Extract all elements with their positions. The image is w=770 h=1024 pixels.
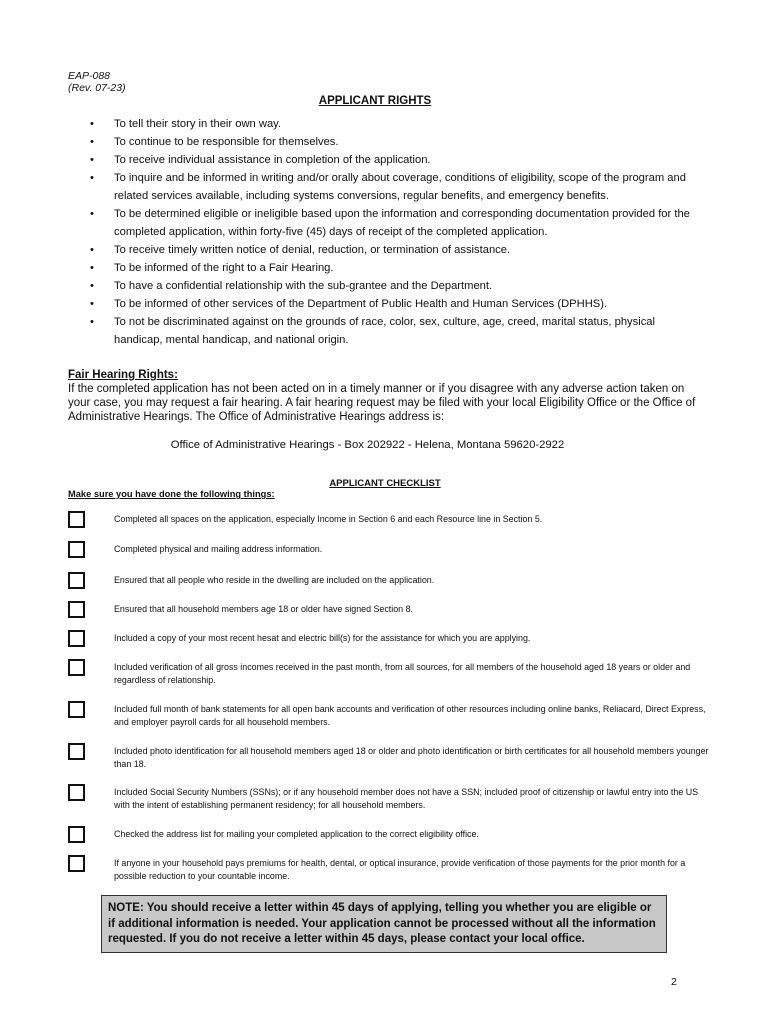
checklist-checkbox[interactable]	[68, 855, 85, 872]
checklist-subtitle: Make sure you have done the following things:	[68, 489, 275, 499]
bullet-icon: •	[90, 316, 94, 328]
checklist-checkbox[interactable]	[68, 630, 85, 647]
rights-list-item	[90, 205, 700, 241]
rights-list-item	[90, 277, 700, 295]
fair-hearing-heading: Fair Hearing Rights:	[68, 369, 178, 381]
checklist-checkbox[interactable]	[68, 511, 85, 528]
rights-item-text: To receive individual assistance in completion of the application.	[114, 154, 431, 166]
fair-hearing-section	[68, 368, 708, 424]
checklist-checkbox[interactable]	[68, 541, 85, 558]
bullet-icon: •	[90, 172, 94, 184]
bullet-icon: •	[90, 244, 94, 256]
rights-item-text: To tell their story in their own way.	[114, 118, 282, 130]
rights-item-text: To not be discriminated against on the grounds of race, color, sex, culture, age, creed, marital status, physical handicap, mental handicap, and national origin.	[114, 316, 656, 346]
bullet-icon: •	[90, 118, 94, 130]
form-revision: (Rev. 07-23)	[68, 82, 126, 94]
checklist-item-text: Included Social Security Numbers (SSNs); or if any household member does not have a SSN; included proof of citizenship or lawful entry into the US with the intent of establishing permanent residency; for all household members.	[114, 787, 699, 810]
checklist-item-text: If anyone in your household pays premiums for health, dental, or optical insurance, provide verification of those payments for the prior month for a possible reduction to your countable income.	[114, 858, 686, 881]
checklist-item-text: Included a copy of your most recent hesat and electric bill(s) for the assistance for which you are applying.	[114, 633, 531, 643]
bullet-icon: •	[90, 298, 94, 310]
form-identifier	[68, 70, 126, 94]
rights-item-text: To be determined eligible or ineligible based upon the information and corresponding documentation provided for the completed application, within forty-five (45) days of receipt of the completed application.	[114, 208, 690, 238]
rights-item-text: To continue to be responsible for themselves.	[114, 136, 339, 148]
bullet-icon: •	[90, 280, 94, 292]
rights-list-item	[90, 259, 700, 277]
bullet-icon: •	[90, 262, 94, 274]
rights-item-text: To have a confidential relationship with the sub-grantee and the Department.	[114, 280, 493, 292]
checklist-item-text: Ensured that all household members age 18 or older have signed Section 8.	[114, 604, 413, 614]
form-number: EAP-088	[68, 70, 111, 82]
rights-list-item	[90, 241, 700, 259]
hearings-office-address: Office of Administrative Hearings - Box 202922 - Helena, Montana 59620-2922	[170, 439, 565, 451]
checklist-checkbox[interactable]	[68, 701, 85, 718]
checklist-item-text: Included verification of all gross incomes received in the past month, from all sources, for all members of the household aged 18 years or older and regardless of relationship.	[114, 662, 691, 685]
page-number: 2	[671, 976, 677, 988]
note-box: NOTE: You should receive a letter within 45 days of applying, telling you whether you are eligible or if additional information is needed. Your application cannot be processed without all the information requested. If you do not receive a letter within 45 days, please contact your local office.	[101, 895, 667, 953]
checklist-item-text: Ensured that all people who reside in the dwelling are included on the application.	[114, 575, 435, 585]
rights-item-text: To be informed of other services of the Department of Public Health and Human Services (DPHHS).	[114, 298, 608, 310]
checklist-checkbox[interactable]	[68, 784, 85, 801]
rights-list-item	[90, 295, 700, 313]
rights-list-item	[90, 313, 700, 349]
rights-list-item	[90, 115, 700, 133]
rights-item-text: To receive timely written notice of denial, reduction, or termination of assistance.	[114, 244, 511, 256]
checklist-item-text: Checked the address list for mailing your completed application to the correct eligibility office.	[114, 829, 479, 839]
fair-hearing-body: If the completed application has not been acted on in a timely manner or if you disagree with any adverse action taken on your case, you may request a fair hearing. A fair hearing request may be filed with your local Eligibility Office or the Office of Administrative Hearings. The Office of Administrative Hearings address is:	[68, 383, 696, 423]
rights-item-text: To inquire and be informed in writing and/or orally about coverage, conditions of eligibility, scope of the program and related services available, including systems conversions, regular benefits, and emergency benefits.	[114, 172, 686, 202]
bullet-icon: •	[90, 154, 94, 166]
checklist-checkbox[interactable]	[68, 743, 85, 760]
rights-list	[90, 115, 700, 349]
rights-item-text: To be informed of the right to a Fair Hearing.	[114, 262, 334, 274]
bullet-icon: •	[90, 208, 94, 220]
rights-list-item	[90, 169, 700, 205]
checklist-checkbox[interactable]	[68, 659, 85, 676]
rights-list-item	[90, 133, 700, 151]
page-title: APPLICANT RIGHTS	[318, 95, 432, 107]
rights-list-item	[90, 151, 700, 169]
bullet-icon: •	[90, 136, 94, 148]
checklist-item-text: Completed all spaces on the application, especially Income in Section 6 and each Resource line in Section 5.	[114, 514, 543, 524]
checklist-item-text: Included full month of bank statements for all open bank accounts and verification of other resources including online banks, Reliacard, Direct Express, and employer payroll cards for all household members.	[114, 704, 706, 727]
checklist-item-text: Included photo identification for all household members aged 18 or older and photo identification or birth certificates for all household members younger than 18.	[114, 746, 709, 769]
checklist-checkbox[interactable]	[68, 826, 85, 843]
checklist-checkbox[interactable]	[68, 601, 85, 618]
checklist-title: APPLICANT CHECKLIST	[329, 478, 441, 489]
checklist-item-text: Completed physical and mailing address information.	[114, 544, 323, 554]
checklist-checkbox[interactable]	[68, 572, 85, 589]
